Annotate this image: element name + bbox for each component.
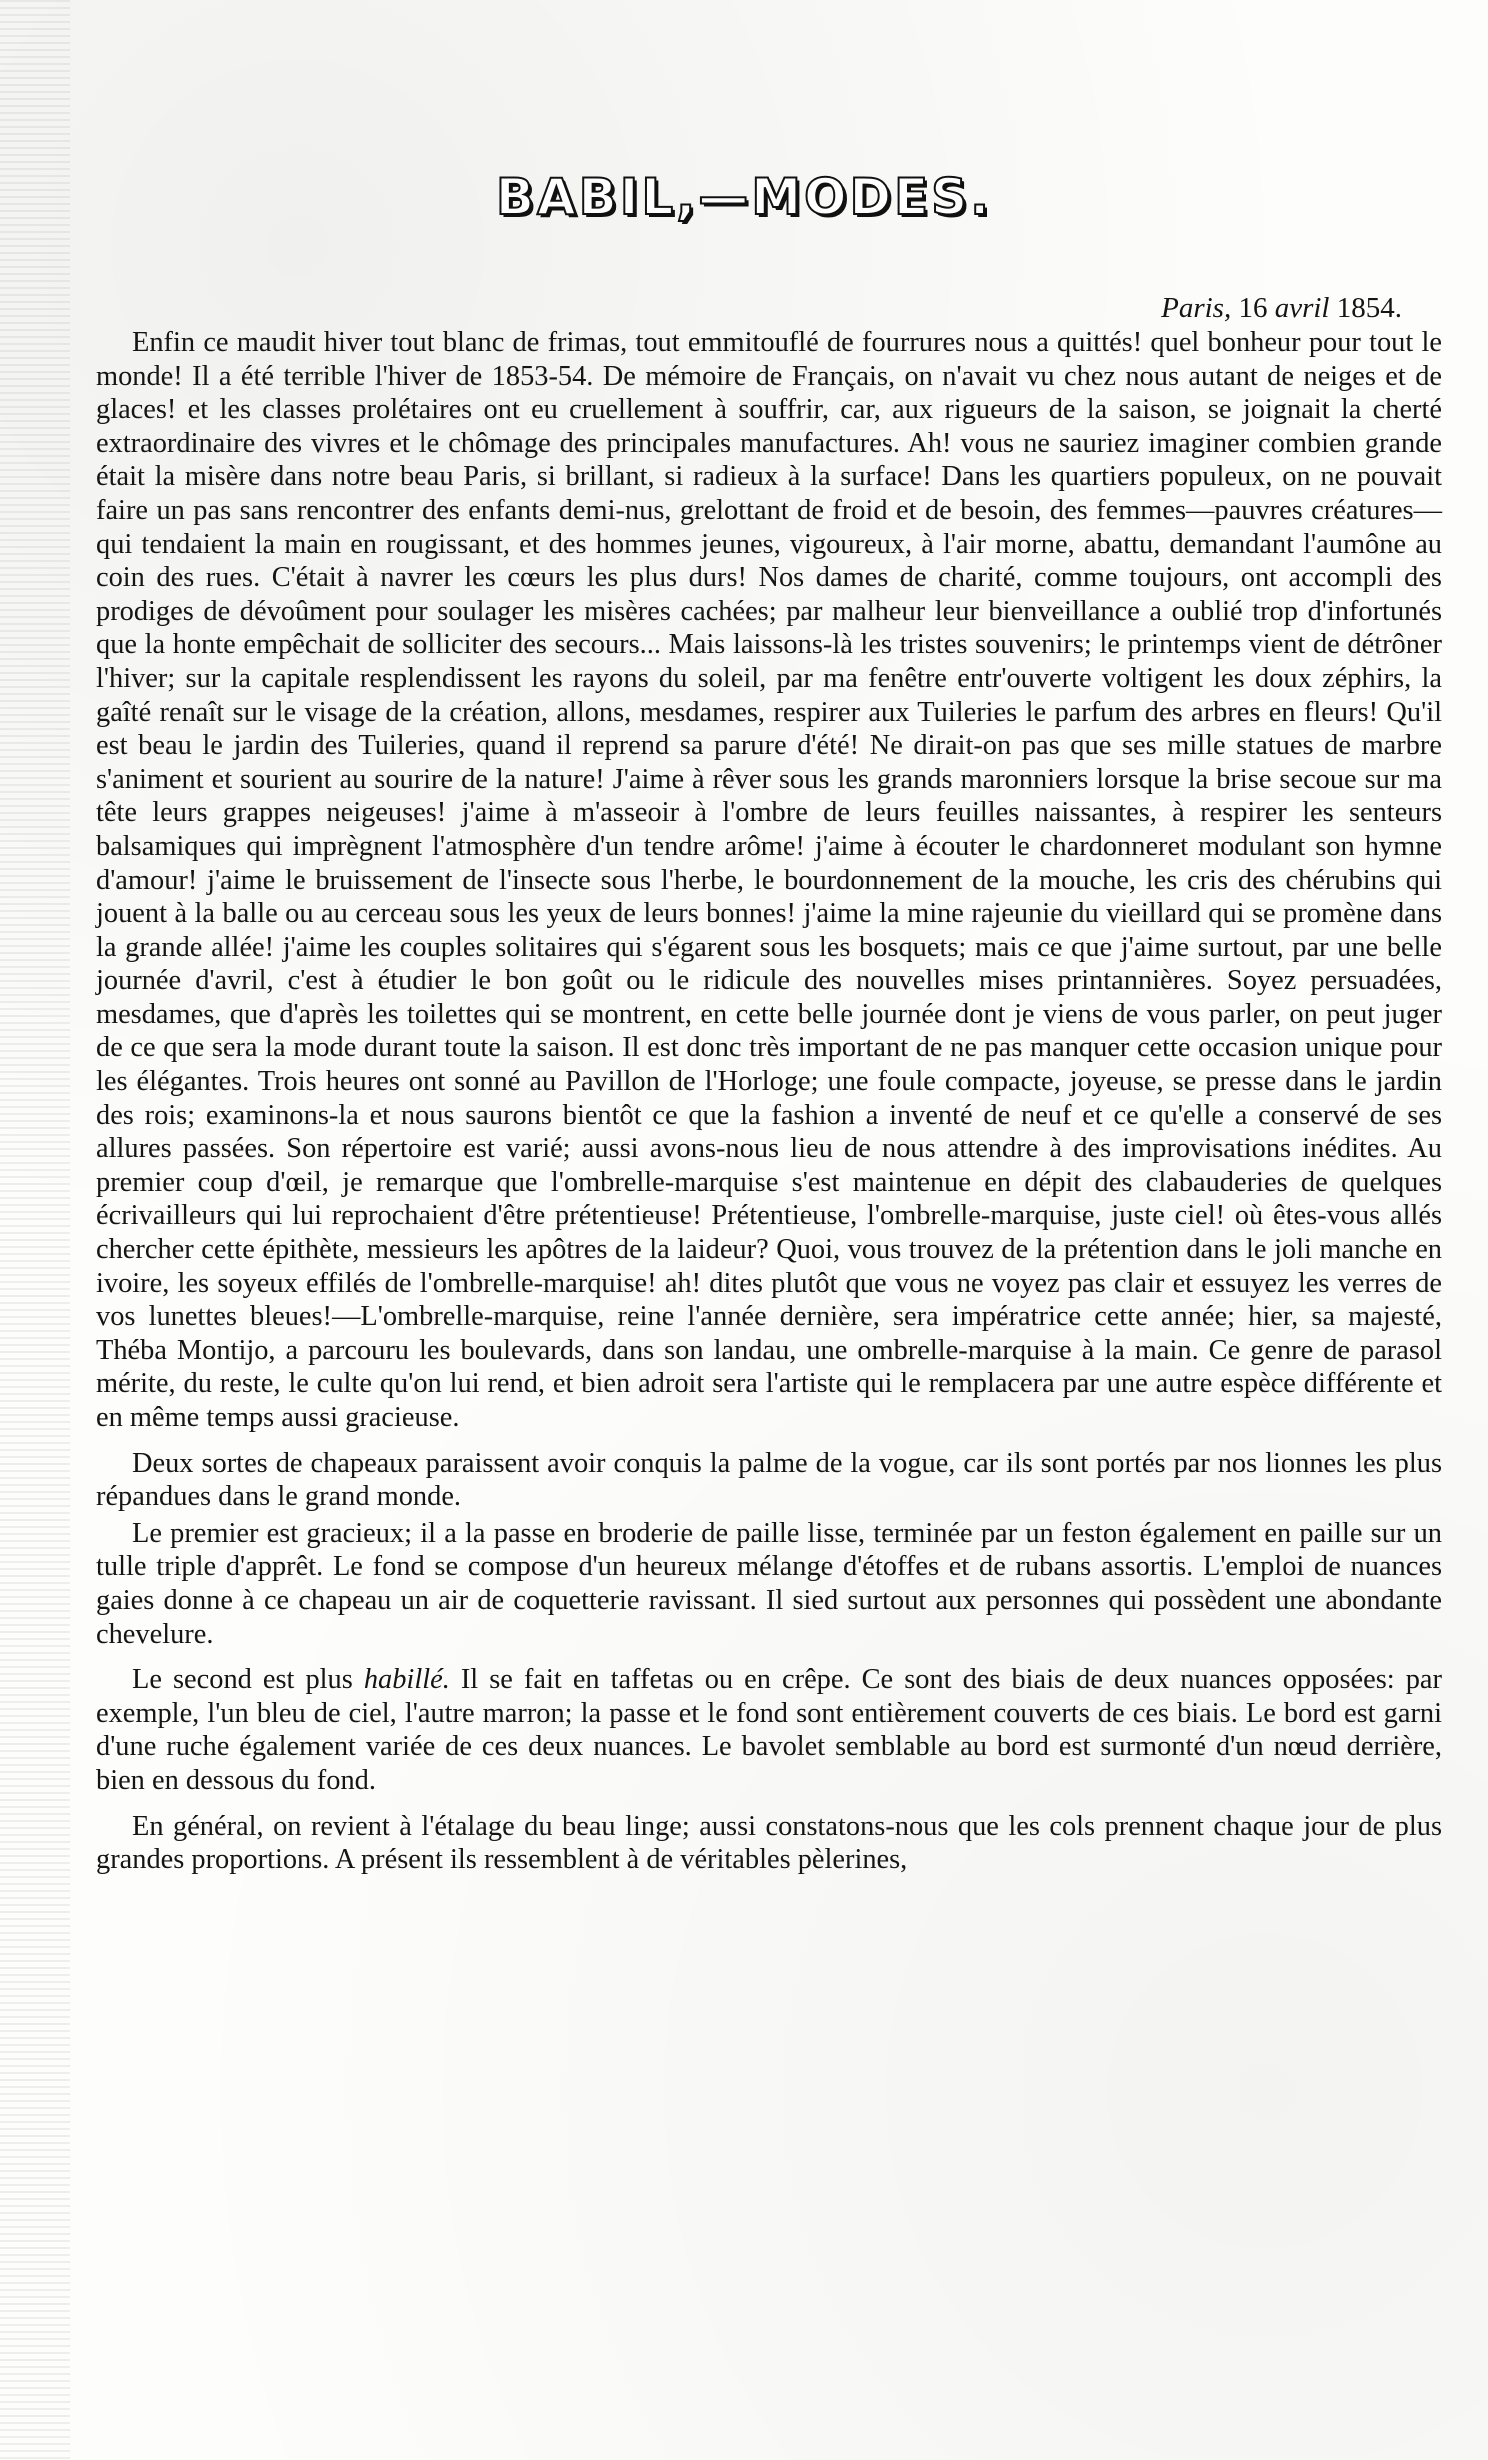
paragraph-intro: Enfin ce maudit hiver tout blanc de frimas, tout emmitouflé de fourrures nous a quittés! quel bonheur pour tout le monde! Il a été terrible l'hiver de 1853-54. De mémoire de Français, on n'avait vu chez nous autant de neiges et de glaces! et les classes prolétaires ont eu cruellement à souffrir, car, aux rigueurs de la saison, se joignait la cherté extraordinaire des vivres et le chômage des principales manufactures. Ah! vous ne sauriez imaginer combien grande était la misère dans notre beau Paris, si brillant, si radieux à la surface! Dans les quartiers populeux, on ne pouvait faire un pas sans rencontrer des enfants demi-nus, grelottant de froid et de besoin, des femmes—pauvres créatures—qui tendaient la main en rougissant, et des hommes jeunes, vigoureux, à l'air morne, abattu, demandant l'aumône au coin des rues. C'était à navrer les cœurs les plus durs! Nos dames de charité, comme toujours, ont accompli des prodiges de dévoûment pour soulager les misères cachées; par malheur leur bienveillance a oublié trop d'infortunés que la honte empêchait de solliciter des secours... Mais laissons-là les tristes souvenirs; le printemps vient de détrôner l'hiver; sur la capitale resplendissent les rayons du soleil, par ma fenêtre entr'ouverte voltigent les doux zéphirs, la gaîté renaît sur le visage de la création, allons, mesdames, respirer aux Tuileries le parfum des arbres en fleurs! Qu'il est beau le jardin des Tuileries, quand il reprend sa parure d'été! Ne dirait-on pas que ses mille statues de marbre s'animent et sourient au sourire de la nature! J'aime à rêver sous les grands maronniers lorsque la brise secoue sur ma tête leurs grappes neigeuses! j'aime à m'asseoir à l'ombre de leurs feuilles naissantes, à respirer les senteurs balsamiques qui imprègnent l'atmosphère d'un tendre arôme! j'aime à écouter le chardonneret modulant son hymne d'amour! j'aime le bruissement de l'insecte sous l'herbe, le bourdonnement de la mouche, les cris des chérubins qui jouent à la balle ou au cerceau sous les yeux de leurs bonnes! j'aime la mine rajeunie du vieillard qui se promène dans la grande allée! j'aime les couples solitaires qui s'égarent sous les bosquets; mais ce que j'aime surtout, par une belle journée d'avril, c'est à étudier le bon goût ou le ridicule des nouvelles mises printannières. Soyez persuadées, mesdames, que d'après les toilettes qui se montrent, en cette belle journée dont je viens de vous parler, on peut juger de ce que sera la mode durant toute la saison. Il est donc très important de ne pas manquer cette occasion unique pour les élégantes. Trois heures ont sonné au Pavillon de l'Horloge; une foule compacte, joyeuse, se presse dans le jardin des rois; examinons-la et nous saurons bientôt ce que la fashion a inventé de neuf et ce qu'elle a conservé de ses allures passées. Son répertoire est varié; aussi avons-nous lieu de nous attendre à des improvisations inédites. Au premier coup d'œil, je remarque que l'ombrelle-marquise s'est maintenue en dépit des clabauderies de quelques écrivailleurs qui lui reprochaient d'être prétentieuse! Prétentieuse, l'ombrelle-marquise, juste ciel! où êtes-vous allés chercher cette épithète, messieurs les apôtres de la laideur? Quoi, vous trouvez de la prétention dans le joli manche en ivoire, les soyeux effilés de l'ombrelle-marquise! ah! dites plutôt que vous ne voyez pas clair et essuyez les verres de vos lunettes bleues!—L'ombrelle-marquise, reine l'année dernière, sera impératrice cette année; hier, sa majesté, Théba Montijo, a parcouru les boulevards, dans son landau, une ombrelle-marquise à la main. Ce genre de parasol mérite, du reste, le culte qu'on lui rend, et bien adroit sera l'artiste qui le remplacera par une autre espèce différente et en même temps aussi gracieuse. bbox=[96, 327, 1442, 1433]
scan-margin-texture bbox=[0, 0, 70, 2460]
paragraph-collars: En général, on revient à l'étalage du beau linge; aussi constatons-nous que les cols prennent chaque jour de plus grandes proportions. A présent ils ressemblent à de véritables pèlerines, bbox=[96, 1810, 1442, 1876]
second-hat-lead: Le second est plus bbox=[132, 1664, 364, 1696]
dateline-month: avril bbox=[1274, 292, 1330, 324]
second-hat-rest: Il se fait en taffetas ou en crêpe. Ce sont des biais de deux nuances opposées: par exemple, l'un bleu de ciel, l'autre marron; la passe et le fond sont entièrement couverts de ces biais. Le bord est garni d'une ruche également variée de ces deux nuances. Le bavolet semblable au bord est surmonté d'un nœud derrière, bien en dessous du fond. bbox=[96, 1664, 1442, 1796]
dateline-year: 1854. bbox=[1336, 292, 1402, 324]
paragraph-first-hat: Le premier est gracieux; il a la passe en broderie de paille lisse, terminée par un feston également en paille sur un tulle triple d'apprêt. Le fond se compose d'un heureux mélange d'étoffes et de rubans assortis. L'emploi de nuances gaies donne à ce chapeau un air de coquetterie ravissant. Il sied surtout aux personnes qui possèdent une abondante chevelure. bbox=[96, 1517, 1442, 1650]
second-hat-emphasis: habillé. bbox=[363, 1664, 450, 1696]
paragraph-two-hats: Deux sortes de chapeaux paraissent avoir conquis la palme de la vogue, car ils sont portés par nos lionnes les plus répandues dans le grand monde. bbox=[96, 1447, 1442, 1513]
article-body bbox=[96, 326, 1442, 1877]
dateline-place: Paris, bbox=[1161, 292, 1232, 324]
article-title: BABIL,—MODES. bbox=[495, 168, 993, 226]
dateline bbox=[1161, 292, 1402, 325]
paragraph-second-hat bbox=[96, 1663, 1442, 1797]
dateline-day: 16 bbox=[1238, 292, 1268, 324]
